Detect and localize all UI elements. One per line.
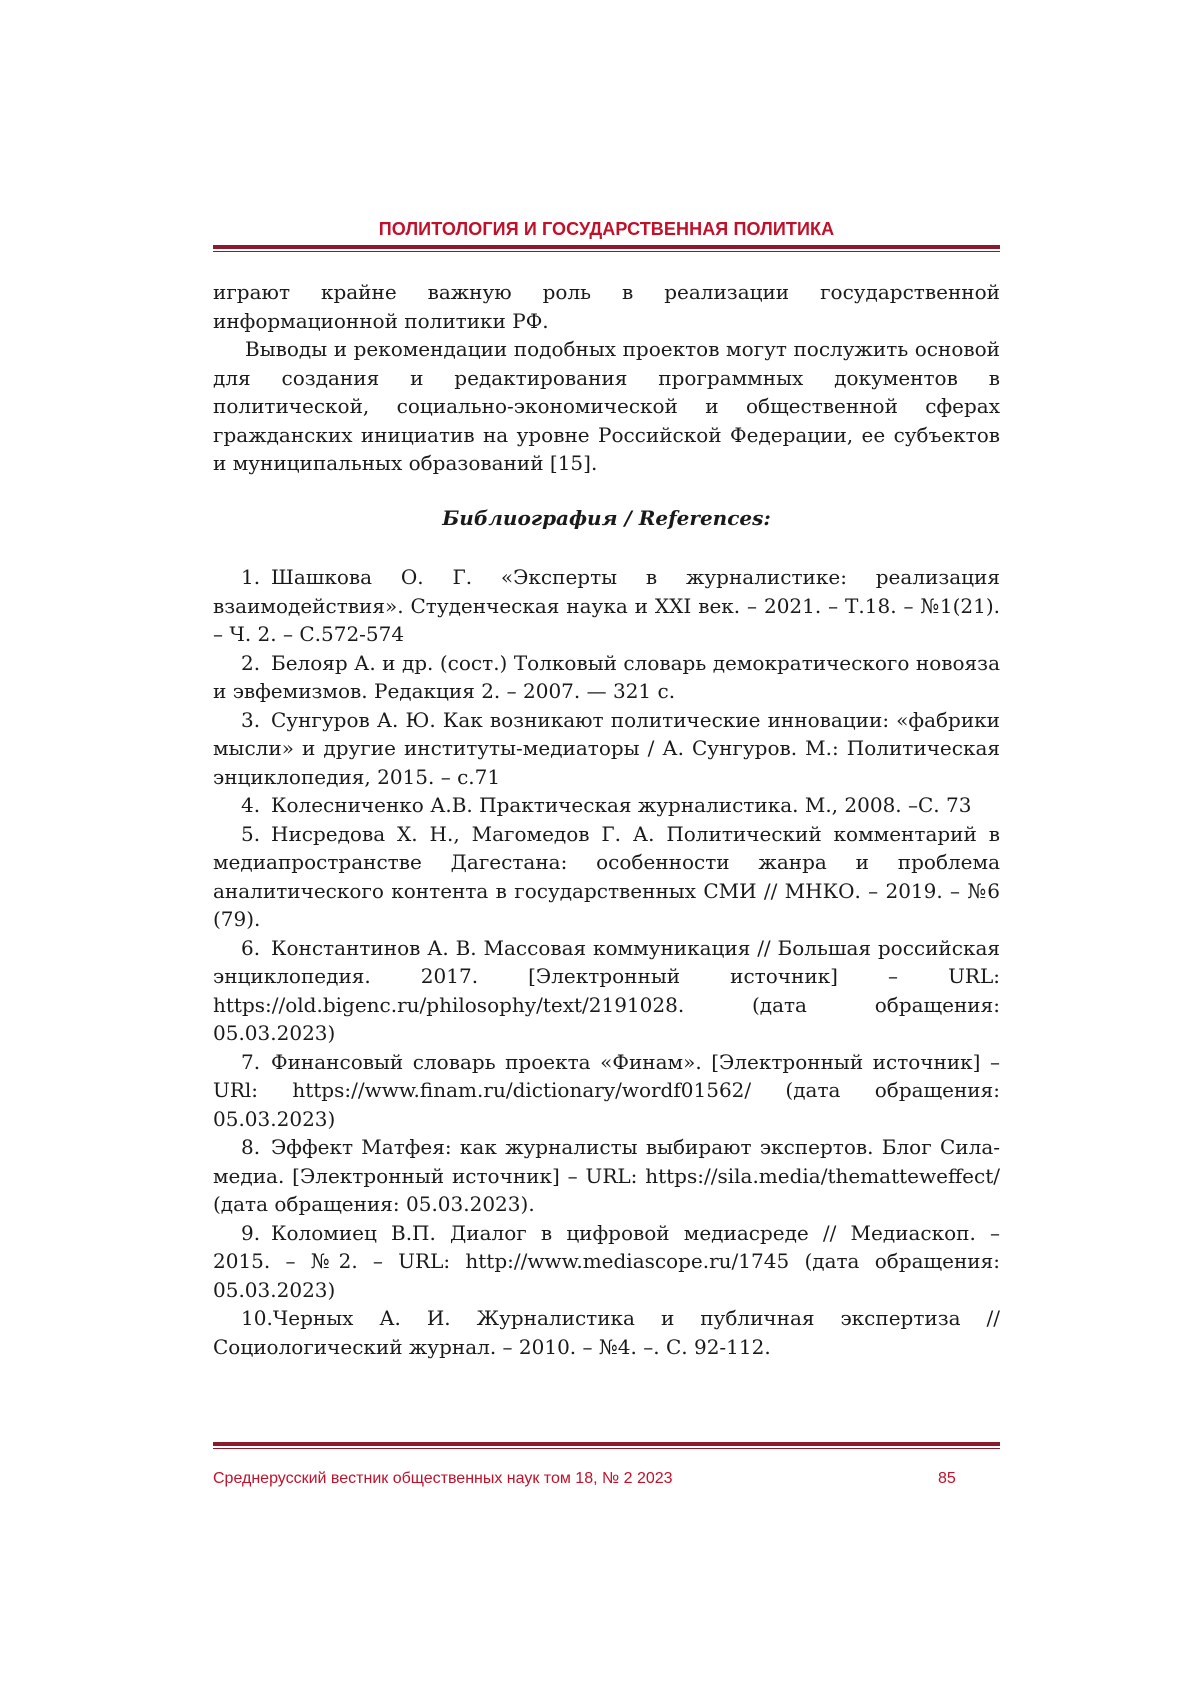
reference-text: Колесниченко А.В. Практическая журналистика. М., 2008. –С. 73	[271, 793, 972, 817]
reference-list	[213, 563, 1000, 1361]
reference-number: 3.	[241, 707, 261, 732]
reference-number: 10.	[241, 1306, 273, 1330]
bibliography-heading: Библиография / References:	[442, 506, 771, 530]
reference-number: 9.	[241, 1220, 261, 1245]
reference-item	[213, 1304, 1000, 1361]
reference-number: 6.	[241, 935, 261, 960]
footer-journal-title: Среднерусский вестник общественных наук том 18, № 2 2023	[213, 1470, 673, 1487]
reference-text: Черных А. И. Журналистика и публичная экспертиза // Социологический журнал. – 2010. – №4. –. С. 92-112.	[213, 1306, 1000, 1359]
reference-item	[213, 706, 1000, 792]
reference-text: Эффект Матфея: как журналисты выбирают экспертов. Блог Сила-медиа. [Электронный источник] – URL: https://sila.media/thematteweffect/ (дата обращения: 05.03.2023).	[213, 1135, 1000, 1216]
reference-text: Коломиец В.П. Диалог в цифровой медиасреде // Медиаскоп. – 2015. – №2. – URL: http://www.mediascope.ru/1745 (дата обращения: 05.03.2023)	[213, 1220, 1000, 1302]
reference-item	[213, 649, 1000, 706]
reference-number: 2.	[241, 650, 261, 675]
section-header: ПОЛИТОЛОГИЯ И ГОСУДАРСТВЕННАЯ ПОЛИТИКА	[378, 219, 835, 239]
reference-text: Шашкова О. Г. «Эксперты в журналистике: реализация взаимодействия». Студенческая наука и XXI век. – 2021. – Т.18. – №1(21). – Ч. 2. – С.572-574	[213, 565, 1000, 646]
reference-item	[213, 1048, 1000, 1134]
reference-text: Нисредова Х. Н., Магомедов Г. А. Политический комментарий в медиапространстве Дагестана: особенности жанра и проблема аналитического контента в государственных СМИ // МНКО. – 2019. – №6 (79).	[213, 821, 1000, 931]
paragraph: играют крайне важную роль в реализации государственной информационной политики РФ.	[213, 280, 1000, 333]
reference-item	[213, 1219, 1000, 1305]
reference-text: Белояр А. и др. (сост.) Толковый словарь демократического новояза и эвфемизмов. Редакция 2. – 2007. — 321 с.	[213, 650, 1000, 703]
reference-text: Сунгуров А. Ю. Как возникают политические инновации: «фабрики мысли» и другие институты-медиаторы / А. Сунгуров. М.: Политическая энциклопедия, 2015. – с.71	[213, 707, 1000, 789]
page-number: 85	[938, 1470, 956, 1487]
reference-text: Финансовый словарь проекта «Финам». [Электронный источник] – URl: https://www.finam.ru/dictionary/wordf01562/ (дата обращения: 05.03.2023)	[213, 1049, 1000, 1131]
reference-text: Константинов А. В. Массовая коммуникация // Большая российская энциклопедия. 2017. [Электронный источник] – URL: https://old.bigenc.ru/philosophy/text/2191028. (дата обращения: 05.03.2023)	[213, 935, 1000, 1045]
reference-item	[213, 791, 1000, 820]
reference-number: 7.	[241, 1049, 261, 1074]
reference-number: 4.	[241, 793, 261, 817]
header-rule	[213, 245, 1000, 252]
reference-item	[213, 820, 1000, 934]
footer-rule	[213, 1442, 1000, 1449]
reference-item	[213, 563, 1000, 649]
reference-number: 1.	[241, 565, 261, 589]
body-text	[213, 278, 1000, 478]
reference-number: 8.	[241, 1135, 261, 1159]
paragraph: Выводы и рекомендации подобных проектов могут послужить основой для создания и редактирования программных документов в политической, социально-экономической и общественной сферах гражданских инициатив на уровне Российской Федерации, ее субъектов и муниципальных образований [15].	[213, 337, 1000, 475]
reference-number: 5.	[241, 821, 261, 846]
reference-item	[213, 934, 1000, 1048]
reference-item	[213, 1133, 1000, 1219]
